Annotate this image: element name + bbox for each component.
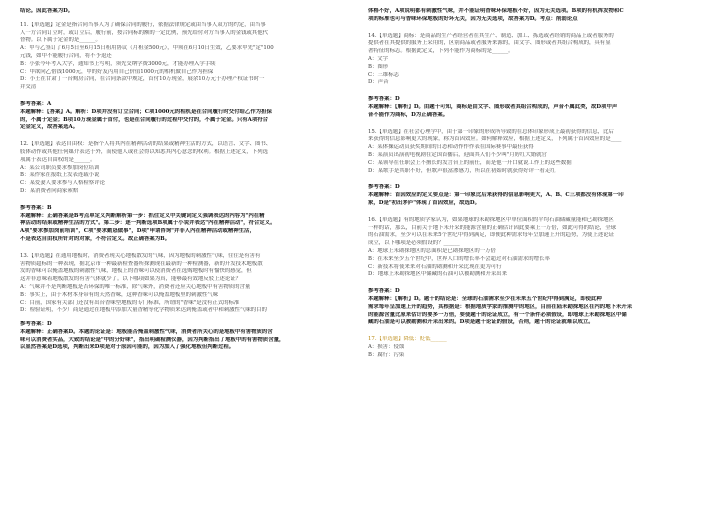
- question-text-line: 著特征的标志。根据此定义，下列不能作为商标的是______。: [368, 48, 514, 55]
- question-text-line: B：小张今年考入大学，通知书上写明，须先交纳学费3000元，才能办理入学手续: [20, 60, 216, 67]
- question-text-line: B：事实上，由于木材本身带有的天然香味，这种香味可以掩盖地板里的刺激性气味: [20, 291, 219, 298]
- answer-text-line: 的能源含量比原来估计的要多一万倍，要使题干的论证成立，有一个条件必须假设，即地球上未勘探地区中储: [368, 311, 627, 318]
- question-text-line: 发的香味可以掩盖地板的刺激性气味，地板上的香味可以使消费者在选购地板时有愉快的感觉，但: [20, 268, 252, 275]
- question-text-line: 15.【单选题】在社会心理学中，由于第一印象的形成所导致的在总体印象形成上最初获得的信息，比后: [368, 128, 614, 135]
- question-text-line: 一样的话，那么，目前关于地下未开采的能源含量的正确估计因此要乘上一万倍，如此可得的结论，全球: [368, 224, 616, 231]
- question-text-line: A：地球上未勘探地区的总面积是已勘探地区的一万倍: [368, 247, 496, 254]
- question-text-line: 这并非意味着地板散发的有害气体就少了。以下哪项如果为真，能够最有效地反驳上述论证？: [20, 276, 242, 283]
- answer-text-line: 藏的石油是可以被勘测和开采出来的。D项是题干论证的假设，否则，题干的论证就难以成立。: [368, 319, 594, 326]
- answer-text-line: 不是表达自由权所针对的对象，不符合定义。故正确答案为B。: [20, 235, 171, 242]
- answer-text-line: 本题解释：正确答案是B考点单定义判断解析第一步：抓住定义中关键词定义强调表达的内容为"内在精: [20, 212, 265, 219]
- question-text-line: A：某公司职员要求参加岗位培训: [20, 164, 100, 171]
- question-text-line: 肢体动作或其他任何媒介表达于外，而使他人或社会得以知悉其内心意念的权利。根据上述定义，下列选: [20, 148, 268, 155]
- spacer: [20, 196, 350, 205]
- question-text-line: 项属于表达自由权的是______。: [20, 156, 96, 163]
- answer-text-line: 象，D是"初出茅庐"体现了首因效应，故选D。: [368, 199, 480, 206]
- question-text-line: A：气味并不是判断地板是否环保的唯一标准，除气味外，消费者还应关心地板中有害物质的含量: [20, 283, 251, 290]
- question-text-line: D：声音: [368, 79, 389, 86]
- question-text-line: 元钱，如甲不能履行合同，将不予退还: [20, 52, 112, 59]
- question-text-line: B：某作家在报纸上发表连载小说: [20, 172, 100, 179]
- answer-text-line: 体格不好，A项说明都有刺激性气味，并不能证明香味环保地板不好，因为无关选项。B项的有机挥发物和C: [368, 8, 624, 14]
- question-text-line: 17.【单选题】降低：贬低______: [368, 336, 447, 343]
- answer-text-line: 参考答案：D: [368, 96, 400, 103]
- answer-text-line: 神活动的结果或精神生活的方式"。第二步：逐一判断选项B项属于小说并表达"内在精神活动"，符合定义。: [20, 220, 276, 227]
- answer-text-line: 本题解释：首因效应的定义要点是：第一印象比后来获得的信息影响更大，A、B、C三项都没有体现第一印: [368, 192, 624, 199]
- answer-text-line: A项"要求参加岗前培训"，C项"要求勤恳做事"，D项"申请咨询"并非人内在精神活动或精神生活，: [20, 228, 255, 235]
- answer-text-line: 的，不属于定金；B项10万现金属于首付，也是在合同履行的过程中交付的，不属于定金。只有A项符合: [20, 116, 269, 123]
- question-text-line: A：某体操运动员获奖期间的日态和动作作作表在国际赛事中最佳获得: [368, 144, 534, 151]
- question-text-line: C：目前，国家有关部门还没有出台香味型地板的专门标准，所谓的"香味"是没有正式的标准: [20, 299, 240, 306]
- question-text-line: 来获得的信息影响更大的现象，称为首因效应。如何解释效应，根据上述定义，下列属于首因效应的是____: [368, 136, 622, 143]
- question-text-line: 12.【单选题】表达自由权：是指个人将其内在精神活动的结果或精神生活的方式，以语言、文字、图书、: [20, 141, 272, 148]
- question-text-line: 16.【单选题】有的地质学家认为，如果地球的未勘探地区中单位面积的平均石油储藏量能和已勘探地区: [368, 216, 614, 223]
- question-text-line: C：三维标志: [368, 71, 400, 78]
- question-text-line: C：某领导在任职会上不擅长的发言台上的前任，而是他一开口就说工作上的这些数据: [368, 159, 572, 166]
- question-text-line: B：腐行：污染: [368, 351, 405, 358]
- spacer: [20, 132, 350, 141]
- question-text-line: D：某消费者向商家索赔: [20, 187, 79, 194]
- spacer: [20, 244, 350, 253]
- answer-text-line: 参考答案：A: [20, 100, 52, 107]
- question-text-line: B：在未来至少五个世纪中，世界人口的增长率不会超过对石油需求的增长率: [368, 255, 550, 262]
- answer-text-line: 参考答案：D: [20, 321, 52, 328]
- answer-text-line: 参考答案：D: [368, 288, 400, 295]
- question-text-line: A：甲与乙签订了6月5日至6月15日租用协议（月租金500元），甲须在6月10日生效，乙要求甲先"定"100: [20, 45, 274, 52]
- question-text-line: 11.【单选题】定金是指合同当事人为了确保合同的履行，依据法律规定或由当事人双方的约定，由当事: [20, 21, 266, 28]
- question-text-line: A：损害：侵蚀: [368, 343, 405, 350]
- question-text-line: 13.【单选题】在通用地板时，消费者现关心地板散发的气味，因为地板的刺激性气味，往往是有害有: [20, 252, 261, 259]
- question-text-line: D：小王在甘肃丁一台购房合同，在合同条款中规定，首付10万现金，展余10万元于办理产权证书时一: [20, 76, 265, 83]
- right-column: [368, 8, 698, 359]
- question-text-line: D：地球上未勘探地区中储藏的石油可以被勘测和开采出来: [368, 271, 508, 278]
- answer-text-line: 参考答案：D: [368, 184, 400, 191]
- question-text-line: B：图形: [368, 63, 389, 70]
- answer-text-line: 味可以消费者实品，大致的结论是"中的分好味"，指出明确检测仪器，因为判断指出了地板中的有害物质含量，: [20, 336, 285, 343]
- spacer: [368, 327, 698, 336]
- answer-text-line: 需求每年呈加速上升的趋势，其根据是：根据地质学家的推测中的地区，目前在陆未勘探地区在内的地下未开采: [368, 303, 633, 310]
- spacer: [368, 120, 698, 129]
- answer-text-line: 本题解释：【解析】D。题干的结论是：全球的石油需求至少在未来五个世纪中得到满足，即使此种: [368, 295, 602, 302]
- question-text-line: 并交清: [20, 84, 37, 91]
- answer-text-line: 定金定义，故答案选A。: [20, 124, 79, 131]
- answer-text-line: 参考答案：B: [20, 204, 52, 211]
- question-text-line: C：新技术将使来来对石油的勘测和开采比现在更为可行: [368, 263, 502, 270]
- spacer: [20, 92, 350, 101]
- question-text-line: 的石油需求，至少可以在未来5个世纪中得到满足，即便此种需求每年呈加速上升的趋势，为使上述论证: [368, 232, 615, 239]
- answer-text-line: 音不能作为商标，D为正确答案。: [368, 111, 449, 118]
- question-text-line: 人一方合同订立时，或订立后，履行前，按合同标的额的一定比例，预先给付对方当事人的金钱或其他代: [20, 29, 268, 36]
- question-text-line: 14.【单选题】商标：是商品的生产者经营者在其生产、制造、加工、拣选或者经销的商品上或者服务的: [368, 32, 614, 39]
- question-text-line: 提供者在其提供的服务上采用的，区别商品或者服务来源的，由文字、图形或者其组合构成的，具有显: [368, 40, 611, 47]
- question-text-line: B：某演员出演初电视剧在定国首播后，迎面其人们不少叫"月婷红大婚就官: [368, 151, 547, 158]
- question-text-line: C：甲欲向乙借钱1000元，甲的好友丙用自己价值1000元的相机做自己作为担保: [20, 68, 214, 75]
- question-text-line: D：检验证明，不少厂商是通过在地板中添加大量香精等化学物质来达到掩盖或者中和刺激性气味的目的: [20, 307, 267, 314]
- spacer: [368, 208, 698, 217]
- answer-text-line: 本题解释：【解析】D。由题干可知，商标是由文字、图形或者其组合构成的，声音不属此类，故D项中声: [368, 103, 618, 110]
- answer-text-line: 项的标准也可与香味环保地板的好坏无关，因为无关选项，故答案为D。考点：削弱论点: [368, 15, 578, 22]
- question-text-line: C：某爱妻人要求参与人格检察评论: [20, 180, 105, 187]
- question-text-line: 害物质超标的一种表现，据北京市一种最新检查器所探测现在最新的一种检测器，新的开发技术地板散: [20, 260, 263, 267]
- left-column: [20, 8, 350, 352]
- question-text-line: 成立，以下哪项是必须假设的？______: [368, 240, 460, 247]
- question-text-line: 替物。以下属于定金的是______。: [20, 37, 101, 44]
- spacer: [368, 87, 698, 96]
- answer-text-line: 本题解释：正确答案D。本题的论证是：地板能否掩盖刺激性气味，消费者所关心的是地板中有害物质的含: [20, 328, 273, 335]
- answer-text-line: 以显然答案是D选项，判断出来D项是对于原因可能的，因为加入了强化地板但判断过程。: [20, 344, 235, 351]
- question-text-line: A：文字: [368, 55, 389, 62]
- answer-text-line: 结论。因此答案为D。: [20, 8, 74, 14]
- question-text-line: D：某歌手是其职不好，但歌声很富渗感力，所以在初始时就获得好评一看走红: [368, 167, 556, 174]
- spacer: [368, 175, 698, 184]
- answer-text-line: 本题解释：【答案】A。解析：D项并没有订立合同；C项1000元的相机是在合同履行时交付给乙作为担保: [20, 108, 272, 115]
- spacer: [368, 279, 698, 288]
- spacer: [368, 24, 698, 33]
